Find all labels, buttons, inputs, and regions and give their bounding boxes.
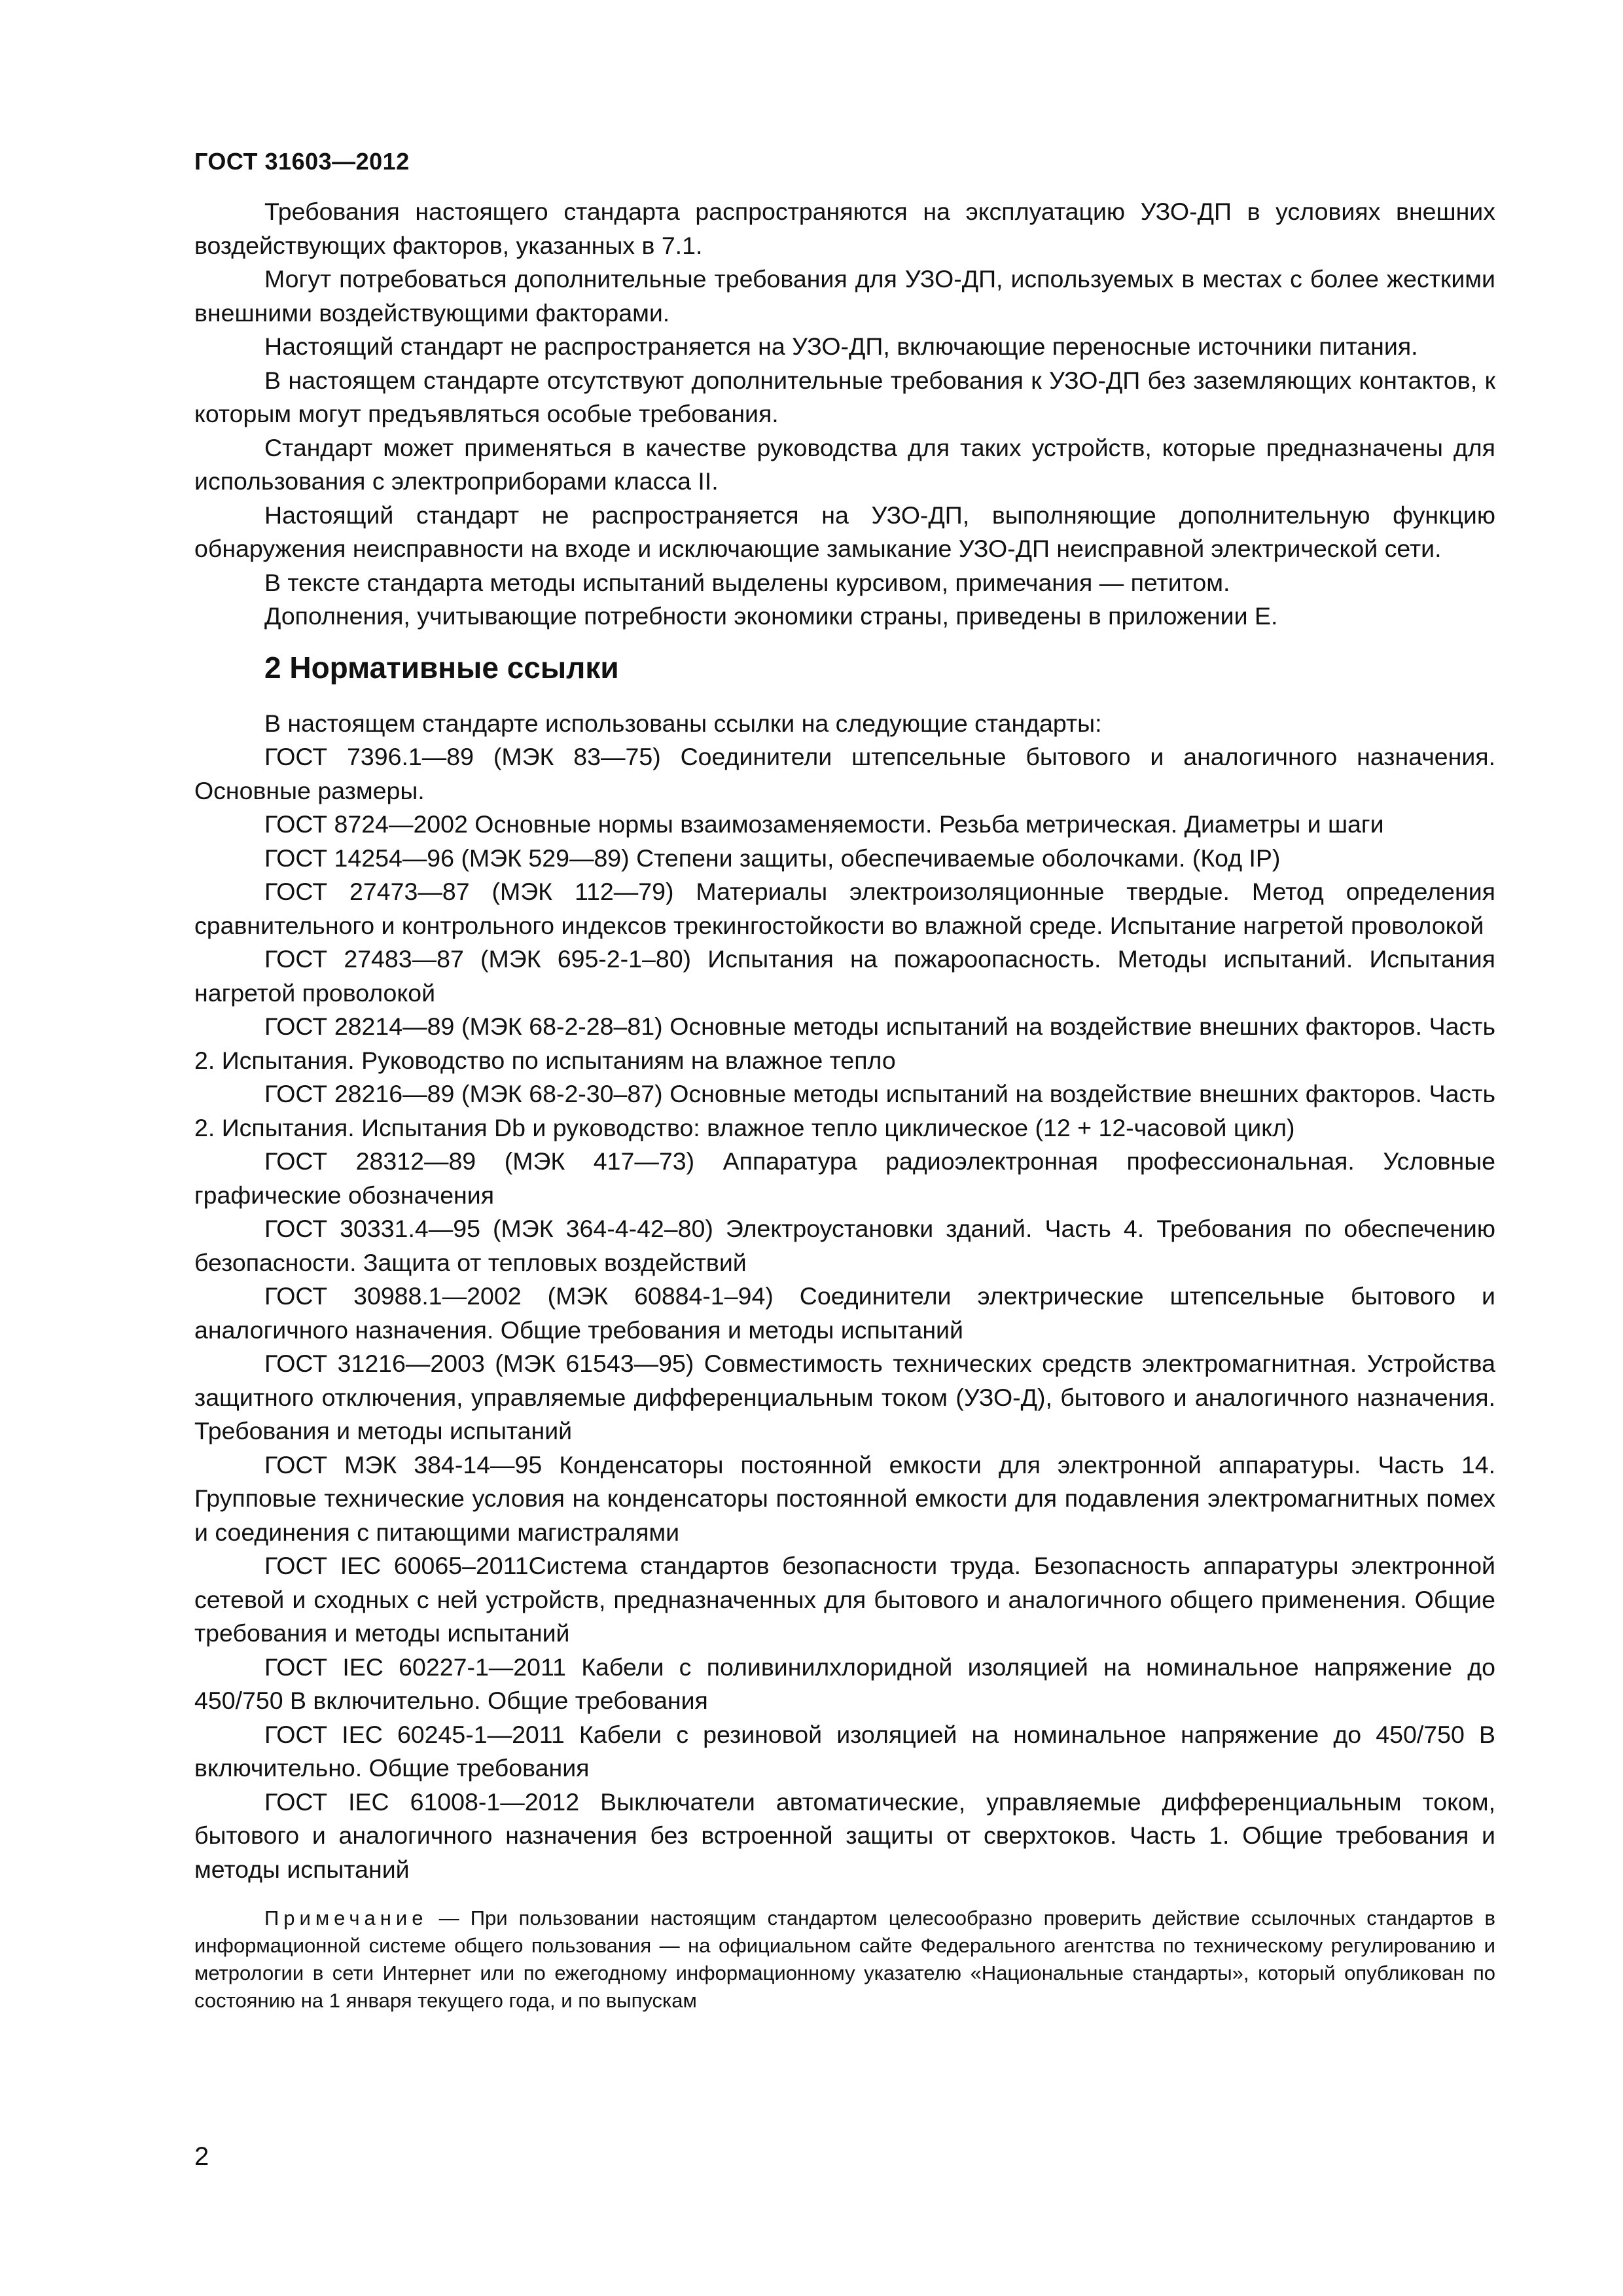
note-text: — При пользовании настоящим стандартом целесообразно проверить действие ссылочных стандартов в информационной системе общего пользования — на официальном сайте Федерального агентства по техническому регулированию и метрологии в сети Интернет или по ежегодному информационному указателю «Национальные стандарты», который опубликован по состоянию на 1 января текущего года, и по выпускам <box>194 1907 1495 2012</box>
section-heading: 2 Нормативные ссылки <box>264 650 619 685</box>
page-number: 2 <box>194 2142 209 2171</box>
reference-item: ГОСТ IEC 60065–2011Система стандартов безопасности труда. Безопасность аппаратуры электронной сетевой и сходных с ней устройств, предназначенных для бытового и аналогичного общего применения. Общие требования и методы испытаний <box>194 1552 1495 1647</box>
paragraph: В настоящем стандарте использованы ссылки на следующие стандарты: <box>264 709 1102 737</box>
paragraph: В настоящем стандарте отсутствуют дополнительные требования к УЗО-ДП без заземляющих контактов, к которым могут предъявляться особые требования. <box>194 366 1495 427</box>
reference-item: ГОСТ 30331.4—95 (МЭК 364-4-42–80) Электроустановки зданий. Часть 4. Требования по обеспечению безопасности. Защита от тепловых воздействий <box>194 1215 1495 1276</box>
paragraph: Стандарт может применяться в качестве руководства для таких устройств, которые предназначены для использования с электроприборами класса II. <box>194 433 1495 495</box>
paragraph: Дополнения, учитывающие потребности экономики страны, приведены в приложении Е. <box>264 602 1278 630</box>
references-list <box>194 707 1495 1887</box>
note-label: Примечание <box>264 1907 428 1929</box>
reference-item: ГОСТ 14254—96 (МЭК 529—89) Степени защиты, обеспечиваемые оболочками. (Код IP) <box>264 844 1281 872</box>
reference-item: ГОСТ МЭК 384-14—95 Конденсаторы постоянной емкости для электронной аппаратуры. Часть 14. Групповые технические условия на конденсаторы постоянной емкости для подавления электромагнитных помех и соединения с питающими магистралями <box>194 1450 1495 1546</box>
paragraph: Могут потребоваться дополнительные требования для УЗО-ДП, используемых в местах с более жесткими внешними воздействующими факторами. <box>194 265 1495 327</box>
paragraph: В тексте стандарта методы испытаний выделены курсивом, примечания — петитом. <box>264 568 1230 596</box>
reference-item: ГОСТ 7396.1—89 (МЭК 83—75) Соединители штепсельные бытового и аналогичного назначения. Основные размеры. <box>194 743 1495 804</box>
paragraph: Настоящий стандарт не распространяется на УЗО-ДП, выполняющие дополнительную функцию обнаружения неисправности на входе и исключающие замыкание УЗО-ДП неисправной электрической сети. <box>194 501 1495 562</box>
document-code: ГОСТ 31603—2012 <box>194 148 410 175</box>
reference-item: ГОСТ 27483—87 (МЭК 695-2-1–80) Испытания на пожароопасность. Методы испытаний. Испытания нагретой проволокой <box>194 945 1495 1007</box>
document-page <box>194 145 1495 2015</box>
reference-item: ГОСТ 28312—89 (МЭК 417—73) Аппаратура радиоэлектронная профессиональная. Условные графические обозначения <box>194 1147 1495 1209</box>
reference-item: ГОСТ 8724—2002 Основные нормы взаимозаменяемости. Резьба метрическая. Диаметры и шаги <box>264 810 1384 838</box>
reference-item: ГОСТ IEC 60245-1—2011 Кабели с резиновой изоляцией на номинальное напряжение до 450/750 В включительно. Общие требования <box>194 1720 1495 1782</box>
reference-item: ГОСТ 28214—89 (МЭК 68-2-28–81) Основные методы испытаний на воздействие внешних факторов. Часть 2. Испытания. Руководство по испытаниям на влажное тепло <box>194 1013 1495 1074</box>
reference-item: ГОСТ 27473—87 (МЭК 112—79) Материалы электроизоляционные твердые. Метод определения сравнительного и контрольного индексов трекингостойкости во влажной среде. Испытание нагретой проволокой <box>194 878 1495 939</box>
reference-item: ГОСТ 28216—89 (МЭК 68-2-30–87) Основные методы испытаний на воздействие внешних факторов. Часть 2. Испытания. Испытания Db и руководство: влажное тепло циклическое (12 + 12-часовой цикл) <box>194 1080 1495 1141</box>
reference-item: ГОСТ IEC 61008-1—2012 Выключатели автоматические, управляемые дифференциальным током, бытового и аналогичного назначения без встроенной защиты от сверхтоков. Часть 1. Общие требования и методы испытаний <box>194 1787 1495 1883</box>
paragraph: Требования настоящего стандарта распространяются на эксплуатацию УЗО-ДП в условиях внешних воздействующих факторов, указанных в 7.1. <box>194 198 1495 259</box>
intro-text <box>194 195 1495 634</box>
reference-item: ГОСТ IEC 60227-1—2011 Кабели с поливинилхлоридной изоляцией на номинальное напряжение до 450/750 В включительно. Общие требования <box>194 1653 1495 1714</box>
note <box>194 1905 1495 2015</box>
reference-item: ГОСТ 30988.1—2002 (МЭК 60884-1–94) Соединители электрические штепсельные бытового и аналогичного назначения. Общие требования и методы испытаний <box>194 1282 1495 1344</box>
paragraph: Настоящий стандарт не распространяется на УЗО-ДП, включающие переносные источники питания. <box>264 332 1418 360</box>
reference-item: ГОСТ 31216—2003 (МЭК 61543—95) Совместимость технических средств электромагнитная. Устройства защитного отключения, управляемые дифференциальным током (УЗО-Д), бытового и аналогичного назначения. Требования и методы испытаний <box>194 1350 1495 1444</box>
